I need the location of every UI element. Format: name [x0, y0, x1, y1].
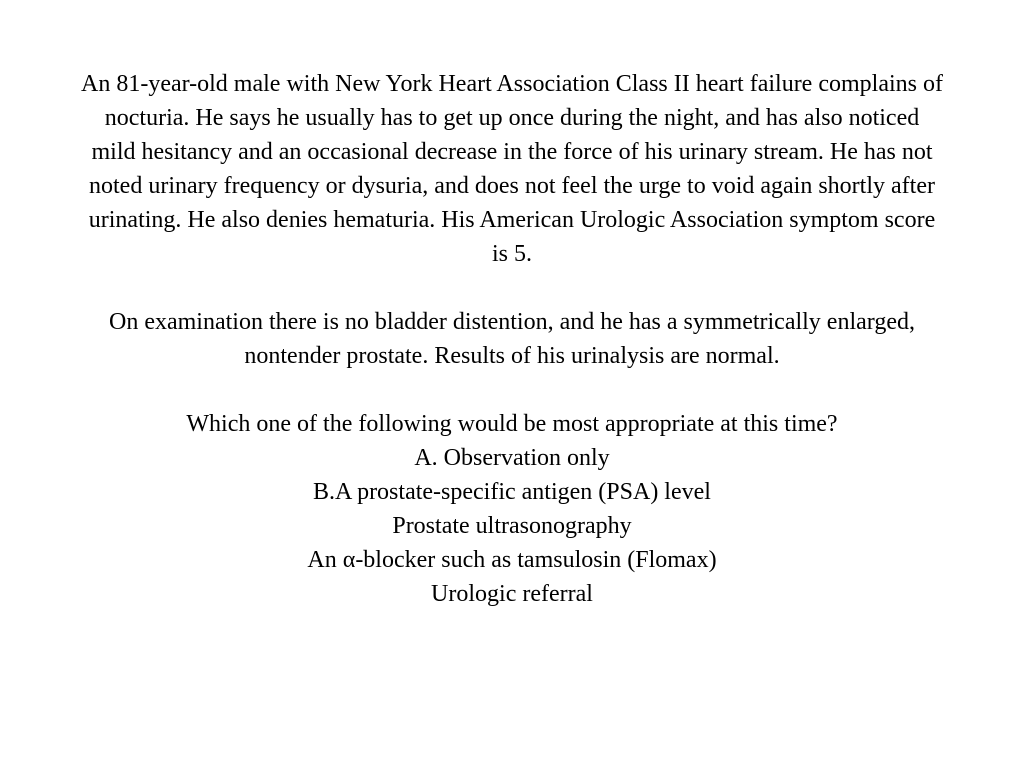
paragraph-spacer — [0, 271, 1024, 305]
question-text: Which one of the following would be most appropriate at this time? — [186, 411, 838, 437]
answer-option-a: A. Observation only — [414, 445, 610, 471]
answer-option-d: An α-blocker such as tamsulosin (Flomax) — [307, 547, 717, 573]
answer-option-e: Urologic referral — [431, 581, 593, 607]
case-paragraph: An 81-year-old male with New York Heart Association Class II heart failure complains of nocturia. He says he usually has to get up once during the night, and has also noticed mild hesitancy and an occasional decrease in the force of his urinary stream. He has not noted urinary frequency or dysuria, and does not feel the urge to void again shortly after urinating. He also denies hematuria. His American Urologic Association symptom score is 5. — [81, 71, 943, 267]
answer-option-c: Prostate ultrasonography — [392, 513, 632, 539]
answer-options — [0, 441, 1024, 611]
exam-paragraph: On examination there is no bladder distention, and he has a symmetrically enlarged, nontender prostate. Results of his urinalysis are normal. — [109, 309, 915, 369]
paragraph-spacer — [0, 373, 1024, 407]
answer-option-b: B.A prostate-specific antigen (PSA) level — [313, 479, 711, 505]
